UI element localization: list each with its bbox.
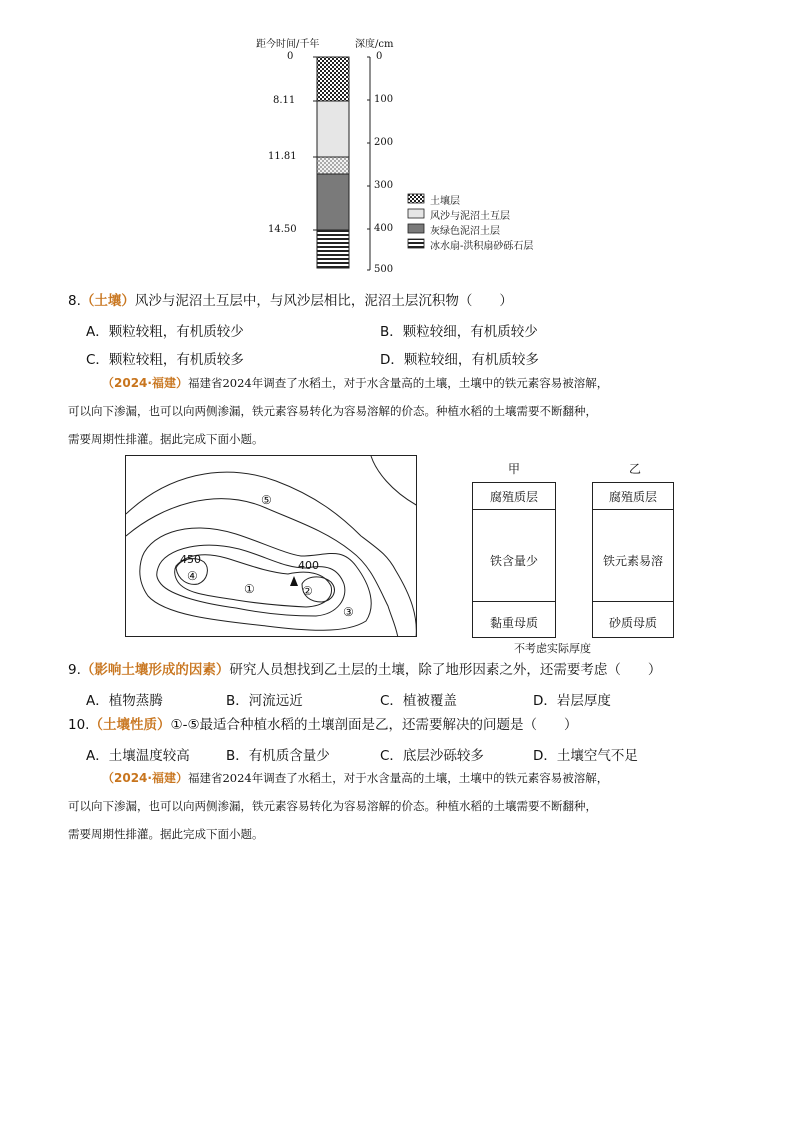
- depth-label: 200: [374, 137, 394, 148]
- question-number: 10.: [68, 717, 90, 733]
- profile-yi-top: 腐殖质层: [608, 490, 657, 504]
- question-stem: 风沙与泥沼土互层中，与风沙层相比，泥沼土层沉积物（ ）: [134, 293, 513, 309]
- depth-label: 0: [376, 51, 383, 62]
- map-point-4: ④: [187, 569, 198, 583]
- soil-profile-jia: [472, 482, 556, 638]
- contour-label-400: 400: [298, 559, 319, 572]
- q9-option-c[interactable]: C．植被覆盖: [380, 693, 457, 709]
- time-label: 8.11: [273, 95, 296, 106]
- question-number: 9.: [68, 662, 81, 678]
- profile-jia-title: 甲: [508, 462, 521, 476]
- profile-yi-title: 乙: [629, 462, 642, 476]
- depth-label: 500: [374, 264, 394, 275]
- q9-option-b[interactable]: B．河流远近: [226, 693, 303, 709]
- source-tag: （2024·福建）: [102, 376, 188, 390]
- depth-axis-header: 深度/cm: [355, 39, 394, 50]
- intro-line: 需要周期性排灌。据此完成下面小题。: [68, 827, 264, 841]
- map-point-2: ②: [302, 584, 313, 598]
- intro-line: 福建省2024年调查了水稻土，对于水含量高的土壤，土壤中的铁元素容易被溶解，: [187, 771, 609, 785]
- question-8: [68, 292, 513, 310]
- intro-paragraph-2: [68, 764, 748, 848]
- depth-label: 400: [374, 223, 394, 234]
- map-point-3: ③: [343, 605, 354, 619]
- depth-label: 300: [374, 180, 394, 191]
- profile-yi-bottom: 砂质母质: [608, 616, 657, 630]
- legend-label-gravel: 冰水扇-洪积扇砂砾石层: [430, 241, 534, 252]
- q10-option-d[interactable]: D．土壤空气不足: [533, 748, 638, 764]
- question-9: [68, 661, 661, 679]
- question-tag: （影响土壤形成的因素）: [80, 662, 230, 678]
- map-point-5: ⑤: [261, 493, 272, 507]
- question-stem: ①-⑤最适合种植水稻的土壤剖面是乙，还需要解决的问题是（ ）: [170, 717, 578, 733]
- question-10: [68, 716, 578, 734]
- q8-option-b[interactable]: B．颗粒较细，有机质较少: [380, 324, 538, 340]
- question-tag: （土壤）: [80, 293, 135, 309]
- time-axis-header: 距今时间/千年: [256, 39, 320, 50]
- contour-lines: [126, 456, 417, 637]
- q8-option-c[interactable]: C．颗粒较粗，有机质较多: [86, 352, 244, 368]
- source-tag: （2024·福建）: [102, 771, 188, 785]
- contour-map: [125, 455, 417, 637]
- time-label: 11.81: [268, 151, 297, 162]
- time-label: 14.50: [268, 224, 297, 235]
- legend-label-soil: 土壤层: [430, 196, 460, 207]
- q10-option-c[interactable]: C．底层沙砾较多: [380, 748, 484, 764]
- depth-label: 100: [374, 94, 394, 105]
- intro-line: 需要周期性排灌。据此完成下面小题。: [68, 432, 264, 446]
- question-tag: （土壤性质）: [89, 717, 171, 733]
- profile-jia-middle: 铁含量少: [489, 554, 538, 568]
- intro-line: 可以向下渗漏，也可以向两侧渗漏，铁元素容易转化为容易溶解的价态。种植水稻的土壤需要不断翻种，: [68, 799, 597, 813]
- profile-jia-bottom: 黏重母质: [489, 616, 538, 630]
- q9-option-d[interactable]: D．岩层厚度: [533, 693, 611, 709]
- intro-line: 福建省2024年调查了水稻土，对于水含量高的土壤，土壤中的铁元素容易被溶解，: [187, 376, 609, 390]
- q10-option-a[interactable]: A．土壤温度较高: [86, 748, 190, 764]
- legend-label-greygreen-bog: 灰绿色泥沼土层: [430, 226, 500, 237]
- legend-label-sand-bog: 风沙与泥沼土互层: [430, 211, 510, 222]
- profile-note: 不考虑实际厚度: [514, 642, 591, 655]
- profile-jia-top: 腐殖质层: [489, 490, 538, 504]
- map-point-1: ①: [244, 582, 255, 596]
- question-number: 8.: [68, 293, 81, 309]
- stratigraphic-column-figure: [240, 30, 560, 280]
- profile-yi-middle: 铁元素易溶: [602, 554, 663, 568]
- intro-line: 可以向下渗漏，也可以向两侧渗漏，铁元素容易转化为容易溶解的价态。种植水稻的土壤需要不断翻种，: [68, 404, 597, 418]
- intro-paragraph-1: [68, 369, 748, 453]
- q10-option-b[interactable]: B．有机质含量少: [226, 748, 330, 764]
- time-label: 0: [287, 51, 294, 62]
- question-stem: 研究人员想找到乙土层的土壤，除了地形因素之外，还需要考虑（ ）: [229, 662, 662, 678]
- q8-option-d[interactable]: D．颗粒较细，有机质较多: [380, 352, 539, 368]
- q9-option-a[interactable]: A．植物蒸腾: [86, 693, 163, 709]
- contour-label-450: 450: [180, 553, 201, 566]
- soil-profile-yi: [592, 482, 674, 638]
- q8-option-a[interactable]: A．颗粒较粗，有机质较少: [86, 324, 244, 340]
